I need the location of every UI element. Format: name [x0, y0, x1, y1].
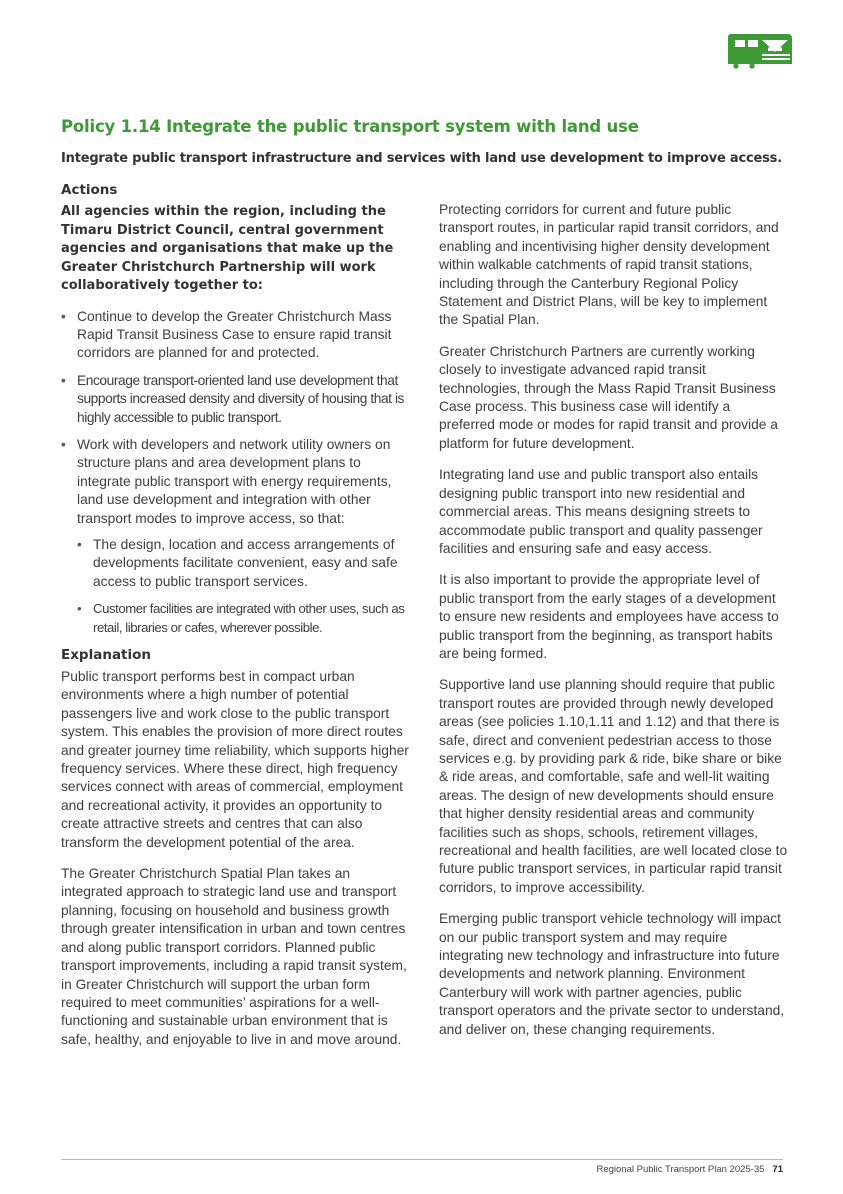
- actions-intro: All agencies within the region, including the Timaru District Council, central government agencies and organisations that make up the Greater Christchurch Partnership will work collaboratively together to:: [61, 204, 394, 293]
- action-sub-list: [77, 536, 411, 637]
- action-item: • Continue to develop the Greater Christchurch Mass Rapid Transit Business Case to ensure rapid transit corridors are planned for and protected.: [61, 308, 411, 363]
- action-item-text: Work with developers and network utility owners on structure plans and area development plans to integrate public transport with energy requirements, land use development and integration with other transport modes to improve access, so that:: [77, 436, 392, 526]
- actions-list: [61, 308, 411, 638]
- policy-subtitle: Integrate public transport infrastructure and services with land use development to improve access.: [61, 151, 782, 166]
- page-footer: [596, 1164, 783, 1175]
- explanation-paragraph: Public transport performs best in compact urban environments where a high number of potential passengers live and work close to the public transport system. This enables the provision of more direct routes and greater journey time reliability, which supports higher frequency services. Where these direct, high frequency services connect with areas of commercial, employment and recreational activity, it provides an opportunity to create attractive streets and centres that can also transform the development potential of the area.: [61, 669, 409, 850]
- right-column: [439, 201, 789, 1052]
- action-sub-item: • Customer facilities are integrated with other uses, such as retail, libraries or cafes, wherever possible.: [77, 600, 411, 637]
- explanation-heading: Explanation: [61, 647, 152, 663]
- footer-document-title: Regional Public Transport Plan 2025-35: [596, 1164, 765, 1175]
- policy-title: Policy 1.14 Integrate the public transport system with land use: [61, 117, 639, 136]
- right-paragraph: Protecting corridors for current and future public transport routes, in particular rapid transit corridors, and enabling and incentivising higher density development within walkable catchments of rapid transit stations, including through the Canterbury Regional Policy Statement and District Plans, will be key to implement the Spatial Plan.: [439, 202, 779, 328]
- explanation-paragraph: The Greater Christchurch Spatial Plan takes an integrated approach to strategic land use and transport planning, focusing on household and business growth through greater intensification in urban and town centres and along public transport corridors. Planned public transport improvements, including a rapid transit system, in Greater Christchurch will support the urban form required to meet communities’ aspirations for a well-functioning and sustainable urban environment that is safe, healthy, and enjoyable to live in and move around.: [61, 866, 407, 1047]
- action-sub-item: • The design, location and access arrangements of developments facilitate convenient, easy and safe access to public transport services.: [77, 536, 411, 591]
- right-paragraph: Emerging public transport vehicle technology will impact on our public transport system and may require integrating new technology and infrastructure into future developments and network planning. Environment Canterbury will work with partner agencies, public transport operators and the private sector to understand, and deliver on, these changing requirements.: [439, 911, 785, 1037]
- actions-heading: Actions: [61, 182, 118, 198]
- action-item: • Encourage transport-oriented land use development that supports increased density and diversity of housing that is highly accessible to public transport.: [61, 372, 411, 427]
- footer-divider: [61, 1159, 783, 1160]
- page-number: 71: [772, 1164, 783, 1175]
- bus-and-train-logo-icon: [726, 26, 793, 69]
- action-item: [61, 436, 411, 637]
- right-paragraph: Greater Christchurch Partners are currently working closely to investigate advanced rapid transit technologies, through the Mass Rapid Transit Business Case process. This business case will identify a preferred mode or modes for rapid transit and provide a platform for future development.: [439, 343, 778, 451]
- right-paragraph: It is also important to provide the appropriate level of public transport from the early stages of a development to ensure new residents and employees have access to public transport from the beginning, as transport habits are being formed.: [439, 572, 779, 661]
- left-column: [61, 182, 411, 1062]
- right-paragraph: Integrating land use and public transport also entails designing public transport into new residential and commercial areas. This means designing streets to accommodate public transport and quality passenger facilities and ensuring safe and easy access.: [439, 467, 763, 556]
- right-paragraph: Supportive land use planning should require that public transport routes are provided through newly developed areas (see policies 1.10,1.11 and 1.12) and that there is safe, direct and convenient pedestrian access to those services e.g. by providing park & ride, bike share or bike & ride areas, and comfortable, safe and well-lit waiting areas. The design of new developments should ensure that higher density residential areas and community facilities such as shops, schools, retirement villages, recreational and health facilities, are well located close to future public transport services, in particular rapid transit corridors, to improve accessibility.: [439, 677, 788, 895]
